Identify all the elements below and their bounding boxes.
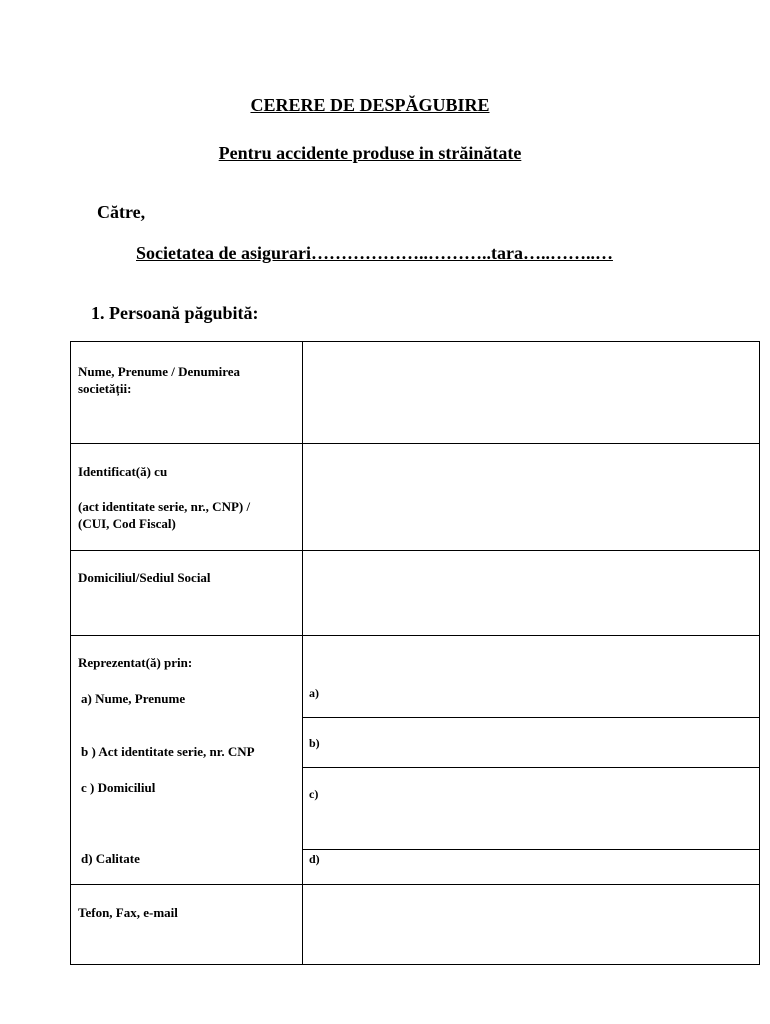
id-label: Identificat(ă) cu — [78, 464, 168, 479]
row-divider — [71, 550, 759, 551]
id-detail-line2: (CUI, Cod Fiscal) — [78, 516, 176, 531]
name-label — [78, 363, 240, 397]
rep-address-label: c ) Domiciliul — [81, 780, 156, 795]
document-subtitle: Pentru accidente produse in străinătate — [218, 143, 522, 163]
name-label-line2: societății: — [78, 381, 132, 396]
rep-name-label: a) Nume, Prenume — [81, 691, 186, 706]
rep-address-field[interactable]: c) — [309, 787, 319, 801]
sub-row-divider — [302, 849, 759, 850]
document-title: CERERE DE DESPĂGUBIRE — [250, 95, 490, 115]
row-divider — [71, 635, 759, 636]
sub-row-divider — [302, 767, 759, 768]
sub-row-divider — [302, 717, 759, 718]
insurer-line: Societatea de asigurari………………..………..tara…..……..… — [136, 243, 613, 263]
represented-label: Reprezentat(ă) prin: — [78, 655, 193, 670]
contact-label: Tefon, Fax, e-mail — [78, 905, 178, 920]
rep-quality-label: d) Calitate — [81, 851, 140, 866]
address-label: Domiciliul/Sediul Social — [78, 570, 211, 585]
row-divider — [71, 884, 759, 885]
rep-id-label: b ) Act identitate serie, nr. CNP — [81, 744, 255, 759]
addressee-label: Către, — [97, 202, 146, 222]
injured-person-table — [70, 341, 760, 965]
name-label-line1: Nume, Prenume / Denumirea — [78, 364, 240, 379]
id-detail-line1: (act identitate serie, nr., CNP) / — [78, 499, 251, 514]
section-title: 1. Persoană păgubită: — [91, 303, 259, 323]
column-divider — [302, 342, 303, 964]
rep-id-field[interactable]: b) — [309, 736, 320, 750]
row-divider — [71, 443, 759, 444]
id-detail — [78, 498, 250, 532]
rep-quality-field[interactable]: d) — [309, 852, 320, 866]
rep-name-field[interactable]: a) — [309, 686, 319, 700]
